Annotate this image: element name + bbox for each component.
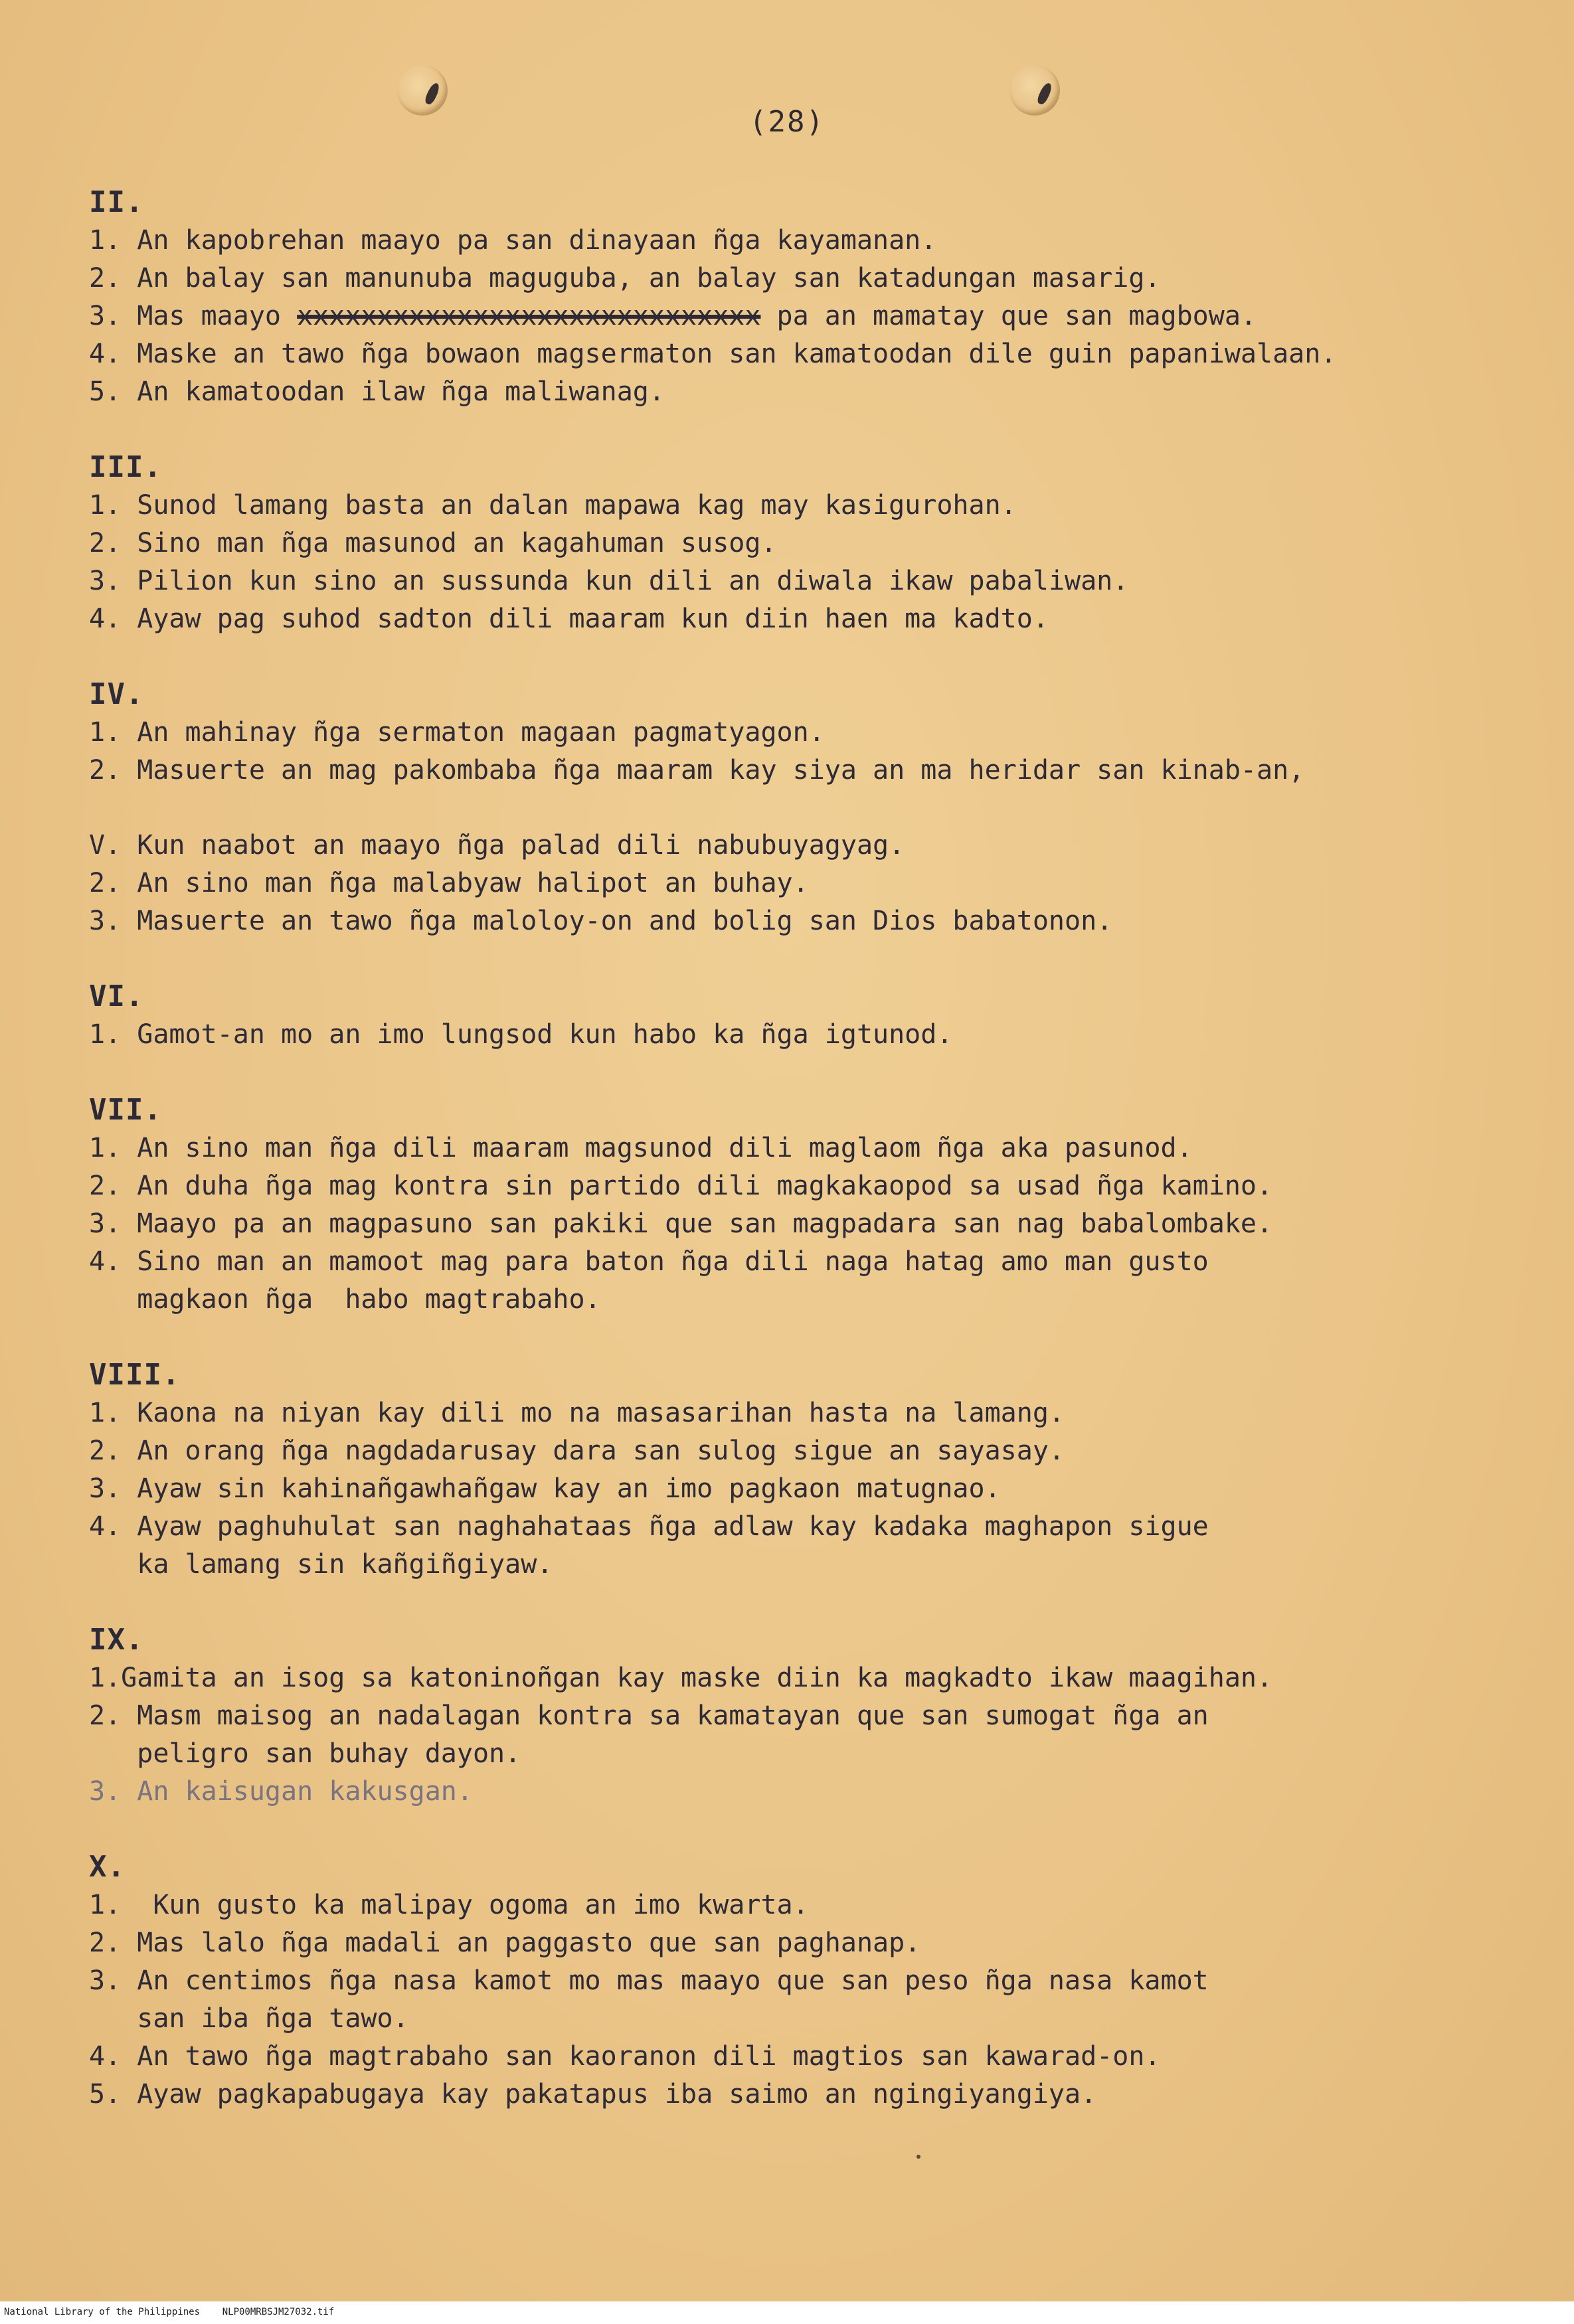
proverb-line: 2. Sino man ñga masunod an kagahuman susog. [89, 528, 777, 558]
proverb-line: 1. An mahinay ñga sermaton magaan pagmatyagon. [89, 717, 825, 748]
proverb-line: 4. Ayaw pag suhod sadton dili maaram kun diin haen ma kadto. [89, 604, 1049, 634]
proverb-line: peligro san buhay dayon. [89, 1738, 521, 1769]
proverb-line: 1.Gamita an isog sa katoninoñgan kay maske diin ka magkadto ikaw maagihan. [89, 1663, 1273, 1693]
footer-caption: National Library of the Philippines NLP00MRBSJM27032.tif [4, 2307, 335, 2317]
page-number: (28) [749, 105, 825, 139]
proverb-line: 3. Pilion kun sino an sussunda kun dili an diwala ikaw pabaliwan. [89, 566, 1129, 596]
proverb-line: 1. Sunod lamang basta an dalan mapawa kag may kasigurohan. [89, 490, 1017, 521]
proverb-line: ka lamang sin kañgiñgiyaw. [89, 1549, 553, 1580]
section [89, 1848, 1563, 2114]
proverb-line: 1. Kun gusto ka malipay ogoma an imo kwarta. [89, 1890, 809, 1920]
proverb-line: 4. Sino man an mamoot mag para baton ñga dili naga hatag amo man gusto [89, 1246, 1209, 1277]
proverb-line: 2. An orang ñga nagdadarusay dara san sulog sigue an sayasay. [89, 1436, 1065, 1466]
scan-footer [0, 2301, 1574, 2324]
proverb-line: 2. An balay san manunuba maguguba, an balay san katadungan masarig. [89, 263, 1161, 293]
section [89, 1621, 1563, 1811]
section-heading: II. [89, 185, 144, 219]
struck-out-text: xxxxxxxxxxxxxxxxxxxxxxxxxxxxx [297, 301, 761, 331]
proverb-line: 3. Ayaw sin kahinañgawhañgaw kay an imo pagkaon matugnao. [89, 1473, 1001, 1504]
proverb-line: 1. Kaona na niyan kay dili mo na masasarihan hasta na lamang. [89, 1398, 1065, 1428]
proverb-line: 2. Masuerte an mag pakombaba ñga maaram kay siya an ma heridar san kinab-an, [89, 755, 1305, 786]
section-heading: VI. [89, 979, 144, 1013]
line-text: 3. Mas maayo [89, 301, 298, 331]
proverb-line: 4. Ayaw paghuhulat san naghahataas ñga adlaw kay kadaka maghapon sigue [89, 1511, 1209, 1542]
section [89, 977, 1563, 1054]
proverb-line: 3. An centimos ñga nasa kamot mo mas maayo que san peso ñga nasa kamot [89, 1965, 1209, 1996]
line-text: pa an mamatay que san magbowa. [760, 301, 1257, 331]
ink-speck [917, 2155, 920, 2159]
section-heading: IV. [89, 677, 144, 711]
proverb-line: 5. Ayaw pagkapabugaya kay pakatapus iba saimo an ngingiyangiya. [89, 2079, 1097, 2110]
proverb-line: 2. An sino man ñga malabyaw halipot an buhay. [89, 868, 809, 898]
section [89, 1091, 1563, 1319]
section-heading: III. [89, 450, 162, 484]
section [89, 448, 1563, 638]
proverb-line: 3. Masuerte an tawo ñga maloloy-on and bolig san Dios babatonon. [89, 906, 1113, 936]
ink-mark [423, 82, 441, 106]
proverb-line: 1. An sino man ñga dili maaram magsunod dili maglaom ñga aka pasunod. [89, 1133, 1193, 1163]
section-heading: VIII. [89, 1358, 181, 1392]
document-body [89, 183, 1563, 2151]
proverb-line: 2. An duha ñga mag kontra sin partido dili magkakaopod sa usad ñga kamino. [89, 1171, 1273, 1201]
section [89, 827, 1563, 940]
proverb-line: 3. Maayo pa an magpasuno san pakiki que san magpadara san nag babalombake. [89, 1208, 1273, 1239]
section [89, 1356, 1563, 1584]
proverb-line: 2. Mas lalo ñga madali an paggasto que san paghanap. [89, 1928, 921, 1958]
proverb-line: 4. Maske an tawo ñga bowaon magsermaton san kamatoodan dile guin papaniwalaan. [89, 339, 1337, 369]
proverb-line: V. Kun naabot an maayo ñga palad dili nabubuyagyag. [89, 830, 905, 861]
proverb-line: 5. An kamatoodan ilaw ñga maliwanag. [89, 376, 665, 407]
section [89, 675, 1563, 789]
proverb-line: magkaon ñga habo magtrabaho. [89, 1284, 601, 1315]
section-heading: VII. [89, 1093, 162, 1127]
proverb-line: 3. An kaisugan kakusgan. [89, 1776, 473, 1807]
section-heading: X. [89, 1850, 126, 1884]
section [89, 183, 1563, 411]
proverb-line: 1. Gamot-an mo an imo lungsod kun habo ka ñga igtunod. [89, 1019, 953, 1050]
proverb-line [89, 297, 1563, 335]
section-heading: IX. [89, 1623, 144, 1657]
proverb-line: 2. Masm maisog an nadalagan kontra sa kamatayan que san sumogat ñga an [89, 1701, 1209, 1731]
ink-mark [1035, 82, 1053, 106]
proverb-line: san iba ñga tawo. [89, 2003, 409, 2034]
proverb-line: 4. An tawo ñga magtrabaho san kaoranon dili magtios san kawarad-on. [89, 2041, 1161, 2072]
proverb-line: 1. An kapobrehan maayo pa san dinayaan ñga kayamanan. [89, 225, 937, 256]
